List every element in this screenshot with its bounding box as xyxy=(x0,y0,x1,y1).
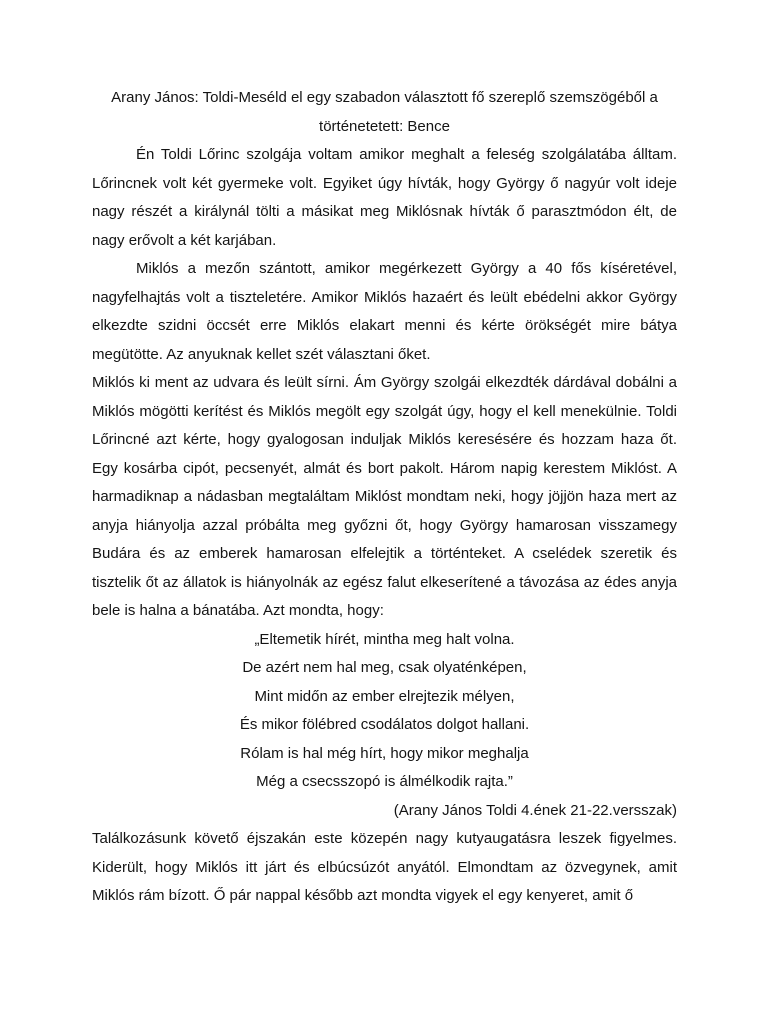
poem-line-3: Mint midőn az ember elrejtezik mélyen, xyxy=(254,687,515,705)
document-title: Arany János: Toldi-Meséld el egy szabadon választott fő szereplő szemszögéből a történetetett: Bence xyxy=(111,89,658,135)
poem-line-2: De azért nem hal meg, csak olyaténképen, xyxy=(242,659,527,676)
poem-line-1: „Eltemetik hírét, mintha meg halt volna. xyxy=(254,630,515,648)
poem-citation: (Arany János Toldi 4.ének 21-22.versszak) xyxy=(393,801,677,819)
paragraph-1: Én Toldi Lőrinc szolgája voltam amikor meghalt a feleség szolgálatába álltam. Lőrincnek volt két gyermeke volt. Egyiket úgy hívták, hogy György ő nagyúr volt ideje nagy részét a királynál tölti a másikat meg Miklósnak hívták ő parasztmódon élt, de nagy erővolt a két karjában. xyxy=(92,146,677,249)
document-page xyxy=(92,84,677,911)
poem-line-6: Még a csecsszopó is álmélkodik rajta.” xyxy=(256,773,513,790)
poem-quote xyxy=(92,626,677,797)
poem-line-5: Rólam is hal még hírt, hogy mikor meghalja xyxy=(240,744,529,762)
closing-paragraph: Találkozásunk követő éjszakán este közepén nagy kutyaugatásra leszek figyelmes. Kiderült, hogy Miklós itt járt és elbúcsúzót anyától. Elmondtam az özvegynek, amit Miklós rám bízott. Ő pár nappal később azt mondta vigyek el egy kenyeret, amit ő xyxy=(92,830,677,904)
paragraph-3: Miklós ki ment az udvara és leült sírni. Ám György szolgái elkezdték dárdával dobálni a Miklós mögötti kerítést és Miklós megölt egy szolgát úgy, hogy el kell menekülnie. Toldi Lőrincné azt kérte, hogy gyalogosan induljak Miklós keresésére és hozzam haza őt. Egy kosárba cipót, pecsenyét, almát és bort pakolt. Három napig kerestem Miklóst. A harmadiknap a nádasban megtaláltam Miklóst mondtam neki, hogy jöjjön haza mert az anyja hiányolja azzal próbálta meg győzni őt, hogy György hamarosan visszamegy Budára és az emberek hamarosan elfelejtik a történteket. A cselédek szeretik és tisztelik őt az állatok is hiányolnák az egész falut elkeserítené a távozása az édes anyja bele is halna a bánatába. Azt mondta, hogy: xyxy=(92,374,677,619)
paragraph-2: Miklós a mezőn szántott, amikor megérkezett György a 40 fős kíséretével, nagyfelhajtás volt a tiszteletére. Amikor Miklós hazaért és leült ebédelni akkor György elkezdte szidni öccsét erre Miklós elakart menni és kérte örökségét mire bátya megütötte. Az anyuknak kellet szét választani őket. xyxy=(92,260,677,363)
poem-line-4: És mikor fölébred csodálatos dolgot hallani. xyxy=(239,716,530,733)
